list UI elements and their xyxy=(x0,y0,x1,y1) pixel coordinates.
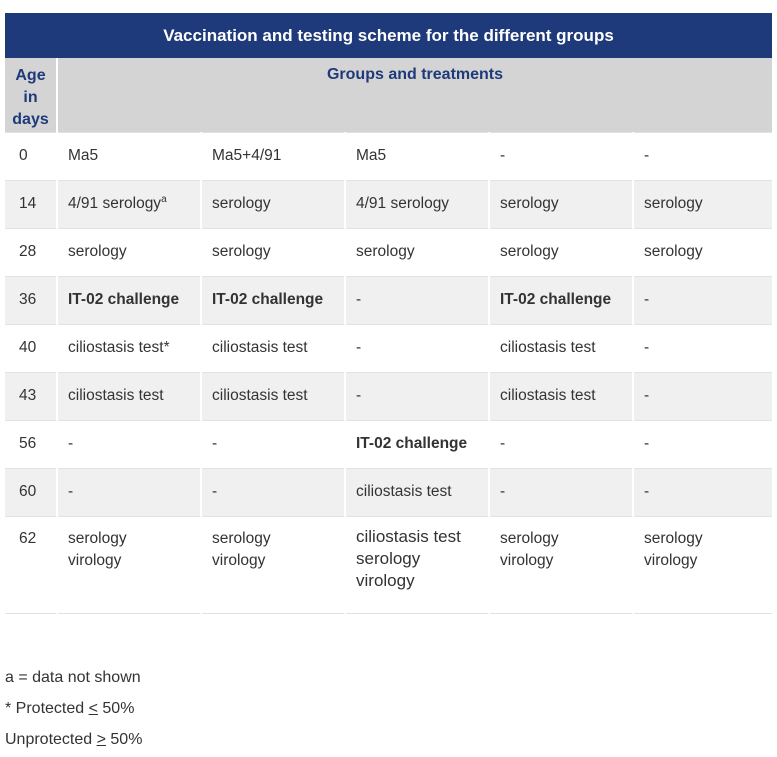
treatment-cell: - xyxy=(633,324,772,372)
treatment-cell: - xyxy=(345,276,489,324)
treatment-cell xyxy=(201,516,345,613)
less-equal-symbol: < xyxy=(88,700,98,717)
treatment-cell: - xyxy=(345,324,489,372)
treatment-cell: serology xyxy=(633,180,772,228)
table-row xyxy=(5,132,772,180)
treatment-cell: - xyxy=(633,468,772,516)
treatment-cell: ciliostasis test xyxy=(345,468,489,516)
treatment-cell: serology xyxy=(57,228,201,276)
treatment-line: virology xyxy=(68,551,122,569)
treatment-line: serology xyxy=(356,548,421,568)
treatment-cell: serology xyxy=(345,228,489,276)
treatment-cell: Ma5 xyxy=(57,132,201,180)
treatment-cell: - xyxy=(489,468,633,516)
treatment-cell: - xyxy=(633,420,772,468)
footnote-a: a = data not shown xyxy=(5,669,141,686)
footnote-marker: a xyxy=(161,194,167,206)
treatment-cell: serology xyxy=(201,180,345,228)
treatment-cell: - xyxy=(633,132,772,180)
table-row xyxy=(5,516,772,613)
treatment-cell: - xyxy=(633,372,772,420)
treatment-cell: - xyxy=(633,276,772,324)
scheme-table xyxy=(5,58,772,614)
treatment-cell: IT-02 challenge xyxy=(345,420,489,468)
treatment-text: 4/91 serology xyxy=(68,195,162,213)
treatment-line: serology xyxy=(500,529,559,547)
treatment-cell: ciliostasis test xyxy=(489,372,633,420)
treatment-cell xyxy=(489,516,633,613)
footnote-unprotected xyxy=(5,726,142,757)
treatment-cell: - xyxy=(489,132,633,180)
age-header xyxy=(5,58,57,132)
age-cell: 14 xyxy=(5,180,57,228)
age-cell: 60 xyxy=(5,468,57,516)
age-header-line: Age xyxy=(15,67,46,84)
treatment-cell: ciliostasis test xyxy=(201,372,345,420)
treatment-cell: Ma5+4/91 xyxy=(201,132,345,180)
footnote-protected xyxy=(5,695,142,726)
treatment-line: virology xyxy=(644,551,698,569)
header-row xyxy=(5,58,772,132)
treatment-cell: serology xyxy=(201,228,345,276)
footnote-text: 50% xyxy=(105,731,143,748)
treatment-cell xyxy=(633,516,772,613)
table-row xyxy=(5,468,772,516)
treatment-line: serology xyxy=(644,529,703,547)
treatment-cell: - xyxy=(201,468,345,516)
footnote-text: Unprotected xyxy=(5,731,97,748)
treatment-cell: serology xyxy=(489,180,633,228)
table-row xyxy=(5,372,772,420)
treatment-cell: - xyxy=(201,420,345,468)
age-cell: 0 xyxy=(5,132,57,180)
treatment-cell xyxy=(345,516,489,613)
treatment-cell: ciliostasis test xyxy=(489,324,633,372)
treatment-cell xyxy=(57,180,201,228)
age-header-line: days xyxy=(12,111,49,128)
footnotes xyxy=(5,664,142,757)
age-cell: 40 xyxy=(5,324,57,372)
treatment-cell xyxy=(57,516,201,613)
treatment-line: ciliostasis test xyxy=(356,526,461,546)
table-row xyxy=(5,180,772,228)
age-cell: 56 xyxy=(5,420,57,468)
treatment-cell: ciliostasis test* xyxy=(57,324,201,372)
treatment-cell: Ma5 xyxy=(345,132,489,180)
groups-header: Groups and treatments xyxy=(57,58,772,132)
footnote-text: 50% xyxy=(97,700,135,717)
table-row xyxy=(5,420,772,468)
treatment-cell: - xyxy=(489,420,633,468)
age-cell: 43 xyxy=(5,372,57,420)
treatment-cell: - xyxy=(57,420,201,468)
table-row xyxy=(5,228,772,276)
age-cell: 36 xyxy=(5,276,57,324)
treatment-cell: serology xyxy=(489,228,633,276)
treatment-line: virology xyxy=(212,551,266,569)
age-header-line: in xyxy=(23,89,38,106)
treatment-cell: serology xyxy=(633,228,772,276)
table-row xyxy=(5,276,772,324)
treatment-line: virology xyxy=(500,551,554,569)
treatment-line: virology xyxy=(356,570,415,590)
age-cell: 28 xyxy=(5,228,57,276)
treatment-line: serology xyxy=(212,529,271,547)
treatment-cell: IT-02 challenge xyxy=(57,276,201,324)
table-title: Vaccination and testing scheme for the different groups xyxy=(5,13,772,58)
treatment-cell: IT-02 challenge xyxy=(489,276,633,324)
treatment-cell: - xyxy=(345,372,489,420)
table-row xyxy=(5,324,772,372)
treatment-cell: - xyxy=(57,468,201,516)
treatment-line: serology xyxy=(68,529,127,547)
treatment-cell: IT-02 challenge xyxy=(201,276,345,324)
treatment-cell: ciliostasis test xyxy=(201,324,345,372)
treatment-cell: 4/91 serology xyxy=(345,180,489,228)
greater-equal-symbol: > xyxy=(96,731,106,748)
scheme-table-container xyxy=(5,13,772,614)
footnote-text: * Protected xyxy=(5,700,89,717)
treatment-cell: ciliostasis test xyxy=(57,372,201,420)
age-cell: 62 xyxy=(5,516,57,613)
